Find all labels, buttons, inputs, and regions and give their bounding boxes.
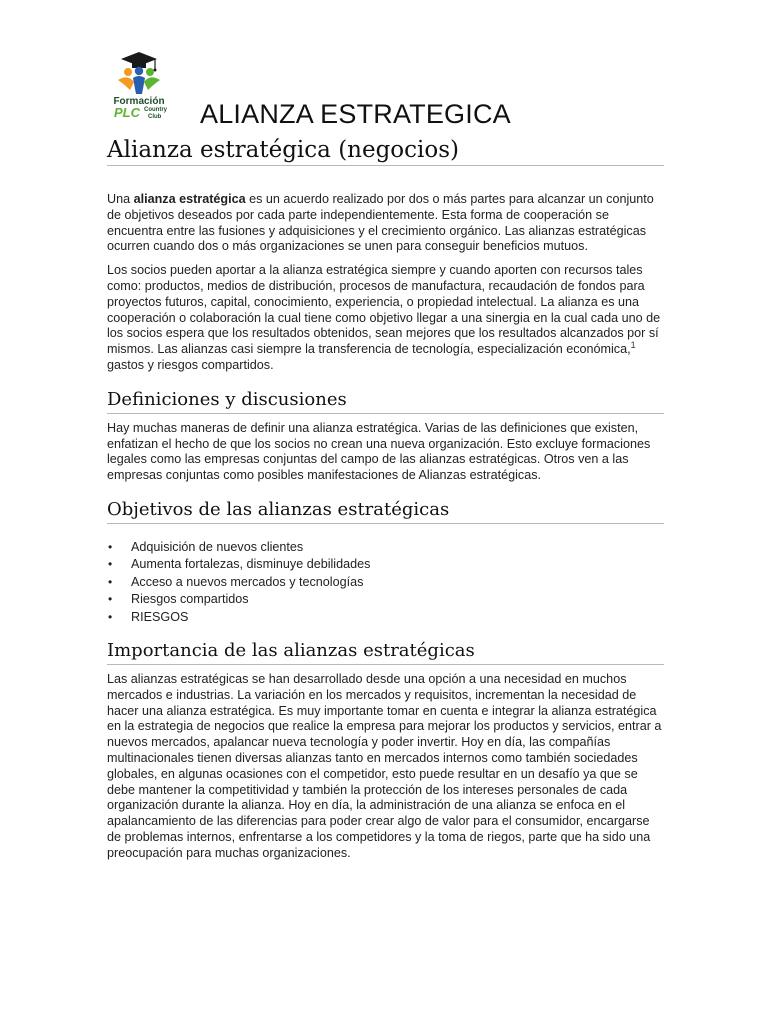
- importance-paragraph: Las alianzas estratégicas se han desarrollado desde una opción a una necesidad en muchos mercados e industrias. La variación en los mercados y requisitos, incrementan la necesidad de hacer una alianza estratégica. Es muy importante tomar en cuenta e integrar la alianza estratégica en la estrategia de negocios que realice la empresa para mejorar los productos y servicios, entrar a nuevos mercados, apalancar nueva tecnología y poder invertir. Hoy en día, las compañías multinacionales tienen diversas alianzas tanto en mercados internos como también sociedades globales, en algunas ocasiones con el competidor, esto puede resultar en un desafío ya que se debe mantener la competitividad y también la protección de los intereses personales de cada organización durante la alianza. Hoy en día, la administración de una alianza se enfoca en el apalancamiento de las diferencias para poder crear algo de valor para el consumidor, encargarse de problemas internos, enfrentarse a los competidores y la toma de riegos, parte que ha sido una preocupación para muchas organizaciones.: [107, 671, 662, 860]
- intro-paragraph-2: Los socios pueden aportar a la alianza estratégica siempre y cuando aporten con recursos tales como: productos, medios de distribución, procesos de manufactura, recaudación de fondos para proyectos futuros, capital, conocimiento, experiencia, o propiedad intelectual. La alianza es una cooperación o colaboración la cual tiene como objetivo llegar a una sinergia en la cual cada uno de los socios espera que los resultados obtenidos, sean mejores que los resultados alcanzados por sí mismos. Las alianzas casi siempre la transferencia de tecnología, especialización económica,$^1$ gastos y riesgos compartidos.: [107, 263, 661, 372]
- figure-head-green: [146, 68, 154, 76]
- document-title: ALIANZA ESTRATEGICA: [200, 99, 511, 129]
- objectives-heading: Objetivos de las alianzas estratégicas: [107, 498, 664, 524]
- intro-paragraph-1: Una alianza estratégica es un acuerdo realizado por dos o más partes para alcanzar un conjunto de objetivos deseados por cada parte independientemente. Esta forma de cooperación se encuentra entre las fusiones y adquisiciones y el crecimiento orgánico. Las alianzas estratégicas ocurren cuando dos o más organizaciones se unen para conseguir beneficios mutuos.: [107, 192, 654, 254]
- list-item: • Riesgos compartidos: [131, 591, 664, 608]
- definitions-heading: Definiciones y discusiones: [107, 388, 664, 414]
- list-item: • Adquisición de nuevos clientes: [131, 539, 664, 556]
- objectives-list: [107, 539, 664, 626]
- figure-head-orange: [124, 68, 132, 76]
- formacion-plc-logo: [108, 50, 170, 124]
- svg-text:Club: Club: [148, 114, 162, 120]
- definitions-paragraph: Hay muchas maneras de definir una alianza estratégica. Varias de las definiciones que existen, enfatizan el hecho de que los socios no crean una nueva organización. Esto excluye formaciones legales como las empresas conjuntas del campo de las alianzas estratégicas. Otros ven a las empresas conjuntas como posibles manifestaciones de Alianzas estratégicas.: [107, 420, 651, 483]
- svg-text:Formación: Formación: [113, 96, 165, 107]
- document-body: [107, 136, 664, 862]
- list-item: • Aumenta fortalezas, disminuye debilidades: [131, 556, 664, 573]
- list-item: • RIESGOS: [131, 609, 664, 626]
- svg-text:PLC: PLC: [114, 105, 140, 120]
- figure-head-blue: [135, 67, 143, 75]
- importance-heading: Importancia de las alianzas estratégicas: [107, 639, 664, 665]
- footnote-ref[interactable]: 1: [630, 339, 636, 350]
- list-item: • Acceso a nuevos mercados y tecnologías: [131, 574, 664, 591]
- bold-term: alianza estratégica: [133, 192, 246, 206]
- main-heading: Alianza estratégica (negocios): [107, 136, 664, 166]
- svg-text:Country: Country: [144, 107, 167, 113]
